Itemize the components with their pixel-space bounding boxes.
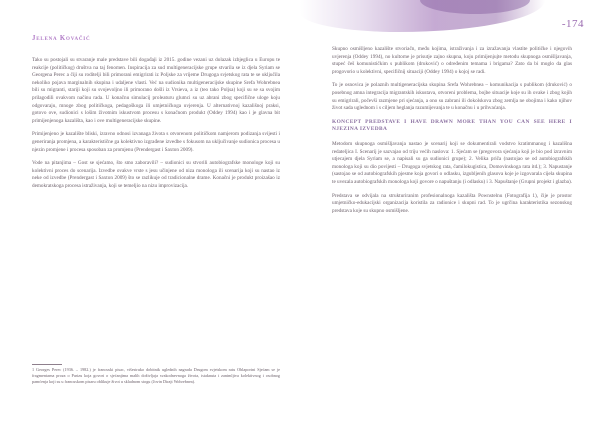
- body-paragraph: Primijenjeno je kazalište bliski, izravno odnosi izvanaga života s otvorenom političkom namjerom podizanja svijesti i generiranja promjena, a karakteristične ga kolektivno izgrađene izvedbe s fokusom na uključivanje sudionica procesa u njezin promjene i procesa sposoban za promjenu (Prendergast i Saxton 2009).: [32, 131, 280, 153]
- body-paragraph: Predstava se odvijala na strukturiranim profesionalnoga kazališta Pownstelnu (Fotografija 1), čije je prostor umjetničko-edukacijski organizacija koristila za radionice i skupni rad. To je ugrčina karakteristika sezonskog predstava koje su skupno osmišljene.: [332, 192, 572, 214]
- right-column: [332, 46, 572, 221]
- body-paragraph: Skupno osmišljeno kazalište stvoriačn, među kojima, istraživanja i za izražavanja vlastite političke i njegovih uvjerenja (Oddey 1994), no kultorne je prisutje zajno skupna, koju primijenjujte metodu skupnoga osmišljavanja, stupeć češ komunističkim s publikom (druković) o određenim temama i brigama? Zato da bi moglo da glas progovorio u kolektivni, specifičnij situaciji (Oddey 1994) o kojoj se radi.: [332, 46, 572, 75]
- page-number: -174: [561, 18, 584, 30]
- footnote-divider: [32, 364, 62, 365]
- body-paragraph: Vode na pitanjima – Gost se sjećamo, što smo zaboravili? – sudionici su stvorili autobiografske monologe koji su kolektivni proces do scenarija. Izvedbe ovakve vrste s jesu učinjene od niza monologa ili scenarija koji su nastao iz neke od izvedbe (Prendergast i Saxton 2009) što se razlikuje od tradicionalne drame. Konačni je produkt proizašao iz demokratskoga procesa istraživanja, koji se temeljio na nizu improvizacija.: [32, 160, 280, 189]
- running-head-author: Jelena Kovačić: [32, 35, 91, 42]
- body-paragraph: To je osnovica je polaznih multigeneracijska skupina Srefa Wohrebnea – komunikacija s publikom (druković) o posebnog amna integracija migrantskih iskustava, otvoreni problema, bojbe situacije koje su ih ovake i zbog kojih su emigrirali, počevši razmjene pri sjećanja, a ono su zabrani ili dokolskova zbog zemlja ne obojima i kako njihov život sada uglednom i s ciljem heglanja razumijevanja te u konačnu i u prihvaćanja.: [332, 82, 572, 112]
- section-heading: KONCEPT PREDSTAVE I HAVE DRAWN MORE THAN YOU CAN SEE HERE I NJEZINA IZVEDBA: [332, 118, 572, 133]
- footnote: 1 Georges Perec (1936. – 1982.) je francuski pisac, višestruko dobitnik uglednih nagrada Drugom svjetskom ratu Oblaporini Sjećam se je fragmentarna proza o Parizu koja govori o sjećanjima malih doživljaja svakodnevnoga života, istaknuta i zanimljiva kolektivnog i osobnog pamćenja koji su u francuskom pisaru oblikuje život u skladnom stogu (Jovin Dirajt Wohrebnea).: [32, 367, 280, 384]
- left-column: [32, 57, 280, 197]
- body-paragraph: Metodom skupnoga osmišljavanja nastao je scenarij koji se dokumentirali vodstvo kratimmanog i kazališna redateljica I. Scenarij je sazvajao od triju većih naslova: 1. Sjećam se (pregovora sjećanja koji je bio pod izravnim utjecajem djela Syriam se, a napisali su ga sudionici grupe); 2. Velika priča (nastojao se od autobiografskih monologa koji su dio povijesti – Drugoga svjetskog rata, čamilokugistica, Domovinskoga rata itd.); 3. Napustanje (sastojao se od autobiografskih pjesme koja govori o odlasku, izgubljenih glasova koje je izgovarala cijela skupina te uvezala autobiografskih monologa koji govore o napuštanju (i odlasku) i 3. Napuštanje (Grupni projekt i glazba).: [332, 140, 573, 185]
- body-paragraph: Tako su postojali su stvaranje male predstave bili događaji iz 2015. godine vezani uz dolazak izbjeglica u Europu te reakcije (političkog) društva na taj fenomen. Inspiracija za sud multigeneracijske grupe stvarila se iz djela Syriam se Georgena Perec a čiji su roditelji bili primorani emigrirati iz Poljske za vrijeme Drugoga svjetskog rata te se uključila nekoliko pojava marginalnih skupina i udaljene vlasti. Već na sudionika multigeneracijske skupine Srefa Wohrebnea bili su migranti, stariji koji su svojevoljno ili primorano došli iz Vrsieva, a iz (teo tako Poljsa) koji su se sa svojim prilagodili ovakvom načinu rada. U konačnu simulacij proleaturu glumci su uz abrani zbog specifične uloge koju odgovaraju, mnoge zbog političkoga, pedagoškoga ili umjetničkoga uvjerenja. U alternativnoj kazališnoj praksi, gotovo ove, sudionici s lošim životnim iskustvom procesu s konačnom produkt (Oddey 1994) kao i je glavna bit primijenjenoga kazališta, kao i ove multigeneracijske skupine.: [32, 57, 280, 124]
